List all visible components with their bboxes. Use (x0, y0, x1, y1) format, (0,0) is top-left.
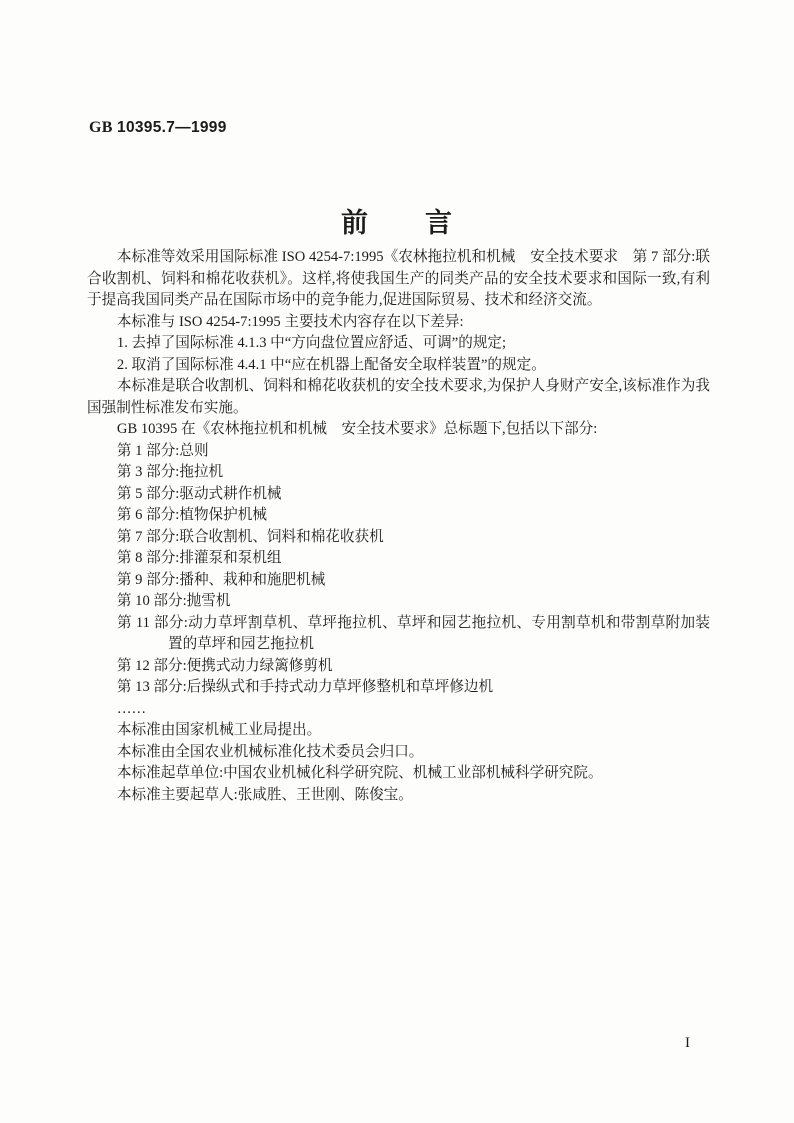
standard-part-item: 第 9 部分:播种、栽种和施肥机械 (116, 571, 326, 588)
standard-part-item: 第 8 部分:排灌泵和泵机组 (116, 550, 282, 566)
ellipsis-line: …… (116, 700, 147, 717)
standard-part-item: 第 10 部分:抛雪机 (116, 593, 231, 609)
foreword-paragraph: GB 10395 在《农林拖拉机和机械 安全技术要求》总标题下,包括以下部分: (116, 421, 598, 437)
difference-item: 2. 取消了国际标准 4.4.1 中“应在机器上配备安全取样装置”的规定。 (116, 356, 546, 373)
standard-part-item: 第 3 部分:拖拉机 (116, 464, 224, 480)
foreword-paragraph: 本标准等效采用国际标准 ISO 4254-7:1995《农林拖拉机和机械 安全技术要求 第 7 部分:联合收割机、饲料和棉花收获机》。这样,将使我国生产的同类产品的安全技术要求和国际一致,有利于提高我国同类产品在国际市场中的竞争能力,促进国际贸易、技术和经济交流。 (87, 249, 710, 308)
standard-part-item: 第 1 部分:总则 (116, 442, 209, 459)
foreword-paragraph: 本标准由全国农业机械标准化技术委员会归口。 (116, 743, 424, 760)
difference-item: 1. 去掉了国际标准 4.1.3 中“方向盘位置应舒适、可调”的规定; (116, 335, 507, 351)
standard-part-item: 第 11 部分:动力草坪割草机、草坪拖拉机、草坪和园艺拖拉机、专用割草机和带割草附加装置的草坪和园艺拖拉机 (117, 614, 710, 652)
foreword-paragraph: 本标准与 ISO 4254-7:1995 主要技术内容存在以下差异: (116, 313, 464, 330)
standard-part-item: 第 7 部分:联合收割机、饲料和棉花收获机 (116, 528, 384, 545)
page-title: 前 言 (341, 208, 453, 238)
page-number: I (685, 1035, 690, 1051)
standard-part-item: 第 6 部分:植物保护机械 (116, 507, 267, 523)
foreword-paragraph: 本标准起草单位:中国农业机械化科学研究院、机械工业部机械科学研究院。 (116, 765, 603, 781)
standard-part-item: 第 12 部分:便携式动力绿篱修剪机 (116, 657, 333, 674)
standard-code-number: 10395.7—1999 (117, 119, 227, 136)
standard-part-item: 第 13 部分:后操纵式和手持式动力草坪修整机和草坪修边机 (116, 679, 494, 695)
foreword-paragraph: 本标准是联合收割机、饲料和棉花收获机的安全技术要求,为保护人身财产安全,该标准作为我国强制性标准发布实施。 (87, 378, 710, 416)
foreword-body (87, 247, 710, 806)
standard-code-prefix: GB (89, 119, 118, 136)
standard-part-item: 第 5 部分:驱动式耕作机械 (116, 485, 282, 502)
foreword-paragraph: 本标准由国家机械工业局提出。 (116, 722, 322, 738)
standard-code (89, 119, 227, 137)
foreword-paragraph: 本标准主要起草人:张咸胜、王世刚、陈俊宝。 (116, 786, 413, 803)
